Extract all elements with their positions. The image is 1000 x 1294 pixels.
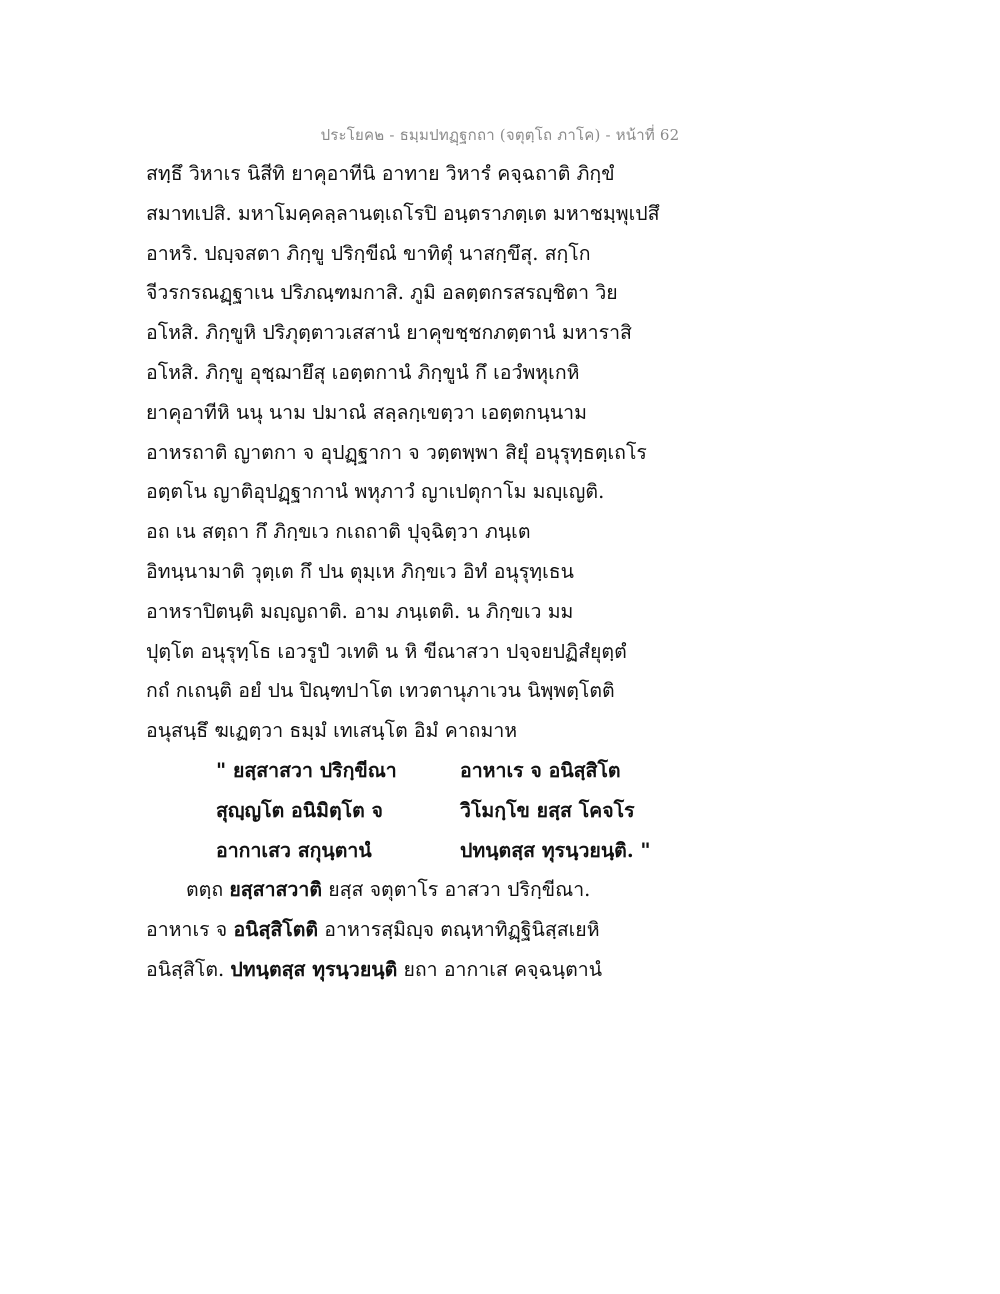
commentary-text: อาหาเร จ [146,918,234,942]
page-body [146,156,666,992]
commentary-text: อาหารสฺมิญฺจ ตณฺหาทิฏฺฐินิสฺสเยหิ [318,918,600,942]
verse-first-half: " ยสฺสาสวา ปริกฺขีณา [216,758,397,782]
verse-line [146,753,666,793]
paragraph-line: อโหสิ. ภิกฺขู อุชฺฌายึสุ เอตฺตกานํ ภิกฺขูนํ กึ เอวํพหุเกหิ [146,360,580,384]
verse-first-half: สุญฺญโต อนิมิตฺโต จ [216,798,383,822]
paragraph-line: อถ เน สตฺถา กึ ภิกฺขเว กเถถาติ ปุจฺฉิตฺวา ภนฺเต [146,520,531,544]
commentary-line [146,952,666,992]
paragraph-line: กถํ กเถนฺติ อยํ ปน ปิณฺฑปาโต เทวตานุภาเวน นิพฺพตฺโตติ [146,679,615,703]
commentary-line [146,912,666,952]
paragraph-line: สมาทเปสิ. มหาโมคฺคลฺลานตฺเถโรปิ อนฺตราภตฺเต มหาชมฺพุเปสึ [146,201,660,225]
verse-second-half: วิโมกฺโข ยสฺส โคจโร [460,798,635,822]
commentary-line [146,872,666,912]
commentary-text: ตตฺถ [186,878,230,902]
paragraph-line: จีวรกรณฏฺฐาเน ปริภณฺฑมกาสิ. ภูมิ อลตฺตกรสรญฺชิตา วิย [146,281,618,305]
paragraph-line: อโหสิ. ภิกฺขูหิ ปริภุตฺตาวเสสานํ ยาคุขชฺชกภตฺตานํ มหาราสิ [146,321,632,345]
paragraph-line: อาหริ. ปญฺจสตา ภิกฺขู ปริกฺขีณํ ขาทิตุํ นาสกฺขึสุ. สกฺโก [146,241,591,265]
verse-line [146,833,666,873]
verse-second-half: ปทนฺตสฺส ทุรนฺวยนฺติ. " [460,838,651,862]
verse-line [146,793,666,833]
paragraph-line: ปุตฺโต อนุรุทฺโธ เอวรูปํ วเทติ น หิ ขีณาสวา ปจฺจยปฏิสํยุตฺตํ [146,639,627,663]
verse-first-half: อากาเสว สกุนฺตานํ [216,838,372,862]
commentary-keyword: อนิสฺสิโตติ [233,918,319,942]
paragraph-line: อาหรถาติ ญาตกา จ อุปฏฺฐากา จ วตฺตพฺพา สิยุํ อนุรุทฺธตฺเถโร [146,440,647,464]
paragraph-line: อตฺตโน ญาติอุปฏฺฐากานํ พหุภาวํ ญาเปตุกาโม มญฺเญติ. [146,480,605,504]
commentary-keyword: ยสฺสาสวาติ [229,878,322,902]
verse-second-half: อาหาเร จ อนิสฺสิโต [460,758,621,782]
paragraph-line: ยาคุอาทีหิ นนุ นาม ปมาณํ สลฺลกฺเขตฺวา เอตฺตกนฺนาม [146,400,587,424]
page-header-text: ประโยค๒ - ธมฺมปทฏฺฐกถา (จตุตฺโถ ภาโค) - หน้าที่ 62 [320,126,680,144]
commentary-text: อนิสฺสิโต. [146,957,231,981]
commentary-text: ยสฺส จตุตาโร อาสวา ปริกฺขีณา. [322,878,591,902]
paragraph-line: อาหราปิตนฺติ มญฺญถาติ. อาม ภนฺเตติ. น ภิกฺขเว มม [146,599,574,623]
paragraph-line: อิทนฺนามาติ วุตฺเต กึ ปน ตุมฺเห ภิกฺขเว อิทํ อนุรุทฺเธน [146,559,574,583]
commentary-keyword: ปทนฺตสฺส ทุรนฺวยนฺติ [230,957,398,981]
paragraph-line: อนุสนฺธึ ฆเฏตฺวา ธมฺมํ เทเสนฺโต อิมํ คาถมาห [146,719,518,743]
page-header [0,123,1000,147]
paragraph-line: สทฺธึ วิหาเร นิสีทิ ยาคุอาทีนิ อาทาย วิหารํ คจฺฉถาติ ภิกฺขํ [146,162,615,185]
commentary-text: ยถา อากาเส คจฺฉนฺตานํ [397,957,603,981]
